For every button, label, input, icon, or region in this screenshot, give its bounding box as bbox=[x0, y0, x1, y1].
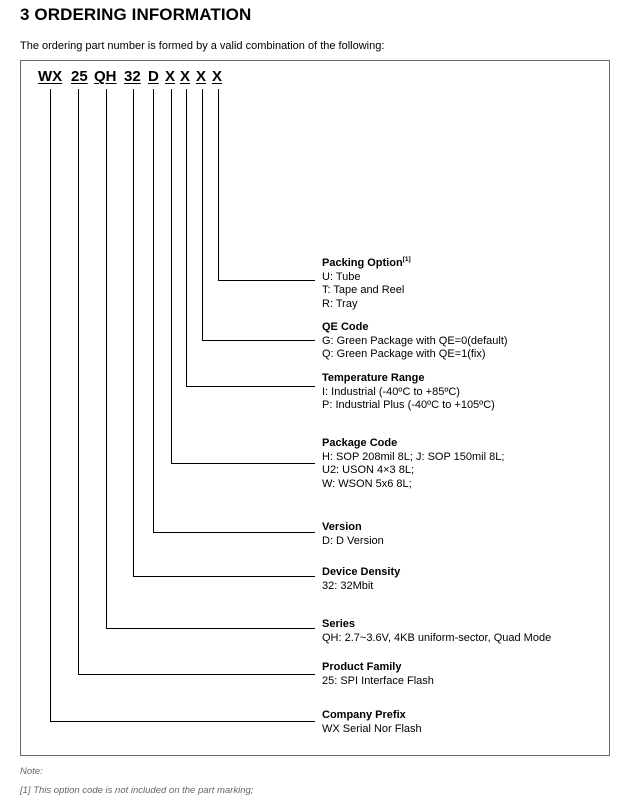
connector-qe-code-v bbox=[202, 89, 203, 341]
pn-series: QH bbox=[94, 68, 117, 85]
connector-prefix-h bbox=[50, 721, 315, 722]
connector-density-v bbox=[133, 89, 134, 577]
ordering-diagram-frame bbox=[20, 60, 610, 756]
section-title: Series bbox=[322, 618, 356, 630]
pn-qe-code: X bbox=[196, 68, 207, 85]
connector-temperature-h bbox=[186, 386, 315, 387]
connector-version-v bbox=[153, 89, 154, 533]
section-qe-code: QE Code G: Green Package with QE=0(default) Q: Green Package with QE=1(fix) bbox=[322, 321, 508, 360]
note-text: [1] This option code is not included on the part marking; bbox=[20, 785, 254, 796]
section-series: Series QH: 2.7~3.6V, 4KB uniform-sector, Quad Mode bbox=[322, 618, 552, 644]
connector-density-h bbox=[133, 576, 315, 577]
pn-temperature-range: X bbox=[180, 68, 191, 85]
section-title: QE Code bbox=[322, 321, 369, 333]
connector-temperature-v bbox=[186, 89, 187, 387]
connector-packing-option-v bbox=[218, 89, 219, 281]
section-title: Temperature Range bbox=[322, 372, 425, 384]
connector-series-h bbox=[106, 628, 315, 629]
section-company-prefix: Company Prefix WX Serial Nor Flash bbox=[322, 709, 422, 735]
section-title: Product Family bbox=[322, 661, 402, 673]
pn-company-prefix: WX bbox=[38, 68, 63, 85]
pn-product-family: 25 bbox=[71, 68, 88, 85]
section-product-family: Product Family 25: SPI Interface Flash bbox=[322, 661, 434, 687]
connector-version-h bbox=[153, 532, 315, 533]
connector-family-v bbox=[78, 89, 79, 675]
pn-version: D bbox=[148, 68, 159, 85]
connector-family-h bbox=[78, 674, 315, 675]
pn-package-code: X bbox=[165, 68, 176, 85]
section-title: Version bbox=[322, 521, 362, 533]
section-package-code: Package Code H: SOP 208mil 8L; J: SOP 150mil 8L; U2: USON 4×3 8L; W: WSON 5x6 8L; bbox=[322, 437, 505, 490]
connector-package-code-v bbox=[171, 89, 172, 464]
section-title: Device Density bbox=[322, 566, 401, 578]
connector-packing-option-h bbox=[218, 280, 315, 281]
section-packing-option: Packing Option[1] U: Tube T: Tape and Reel R: Tray bbox=[322, 253, 411, 311]
pn-device-density: 32 bbox=[124, 68, 141, 85]
section-title: Package Code bbox=[322, 437, 398, 449]
section-title: Packing Option[1] bbox=[322, 256, 411, 269]
connector-qe-code-h bbox=[202, 340, 315, 341]
section-device-density: Device Density 32: 32Mbit bbox=[322, 566, 401, 592]
section-title: Company Prefix bbox=[322, 709, 406, 721]
section-version: Version D: D Version bbox=[322, 521, 384, 547]
connector-prefix-v bbox=[50, 89, 51, 722]
section-heading: 3 ORDERING INFORMATION bbox=[20, 5, 252, 24]
pn-packing-option: X bbox=[212, 68, 223, 85]
note-label: Note: bbox=[20, 766, 43, 777]
connector-package-code-h bbox=[171, 463, 315, 464]
intro-text: The ordering part number is formed by a valid combination of the following: bbox=[20, 40, 385, 52]
section-temperature-range: Temperature Range I: Industrial (-40ºC to +85ºC) P: Industrial Plus (-40ºC to +105ºC) bbox=[322, 372, 495, 411]
connector-series-v bbox=[106, 89, 107, 629]
